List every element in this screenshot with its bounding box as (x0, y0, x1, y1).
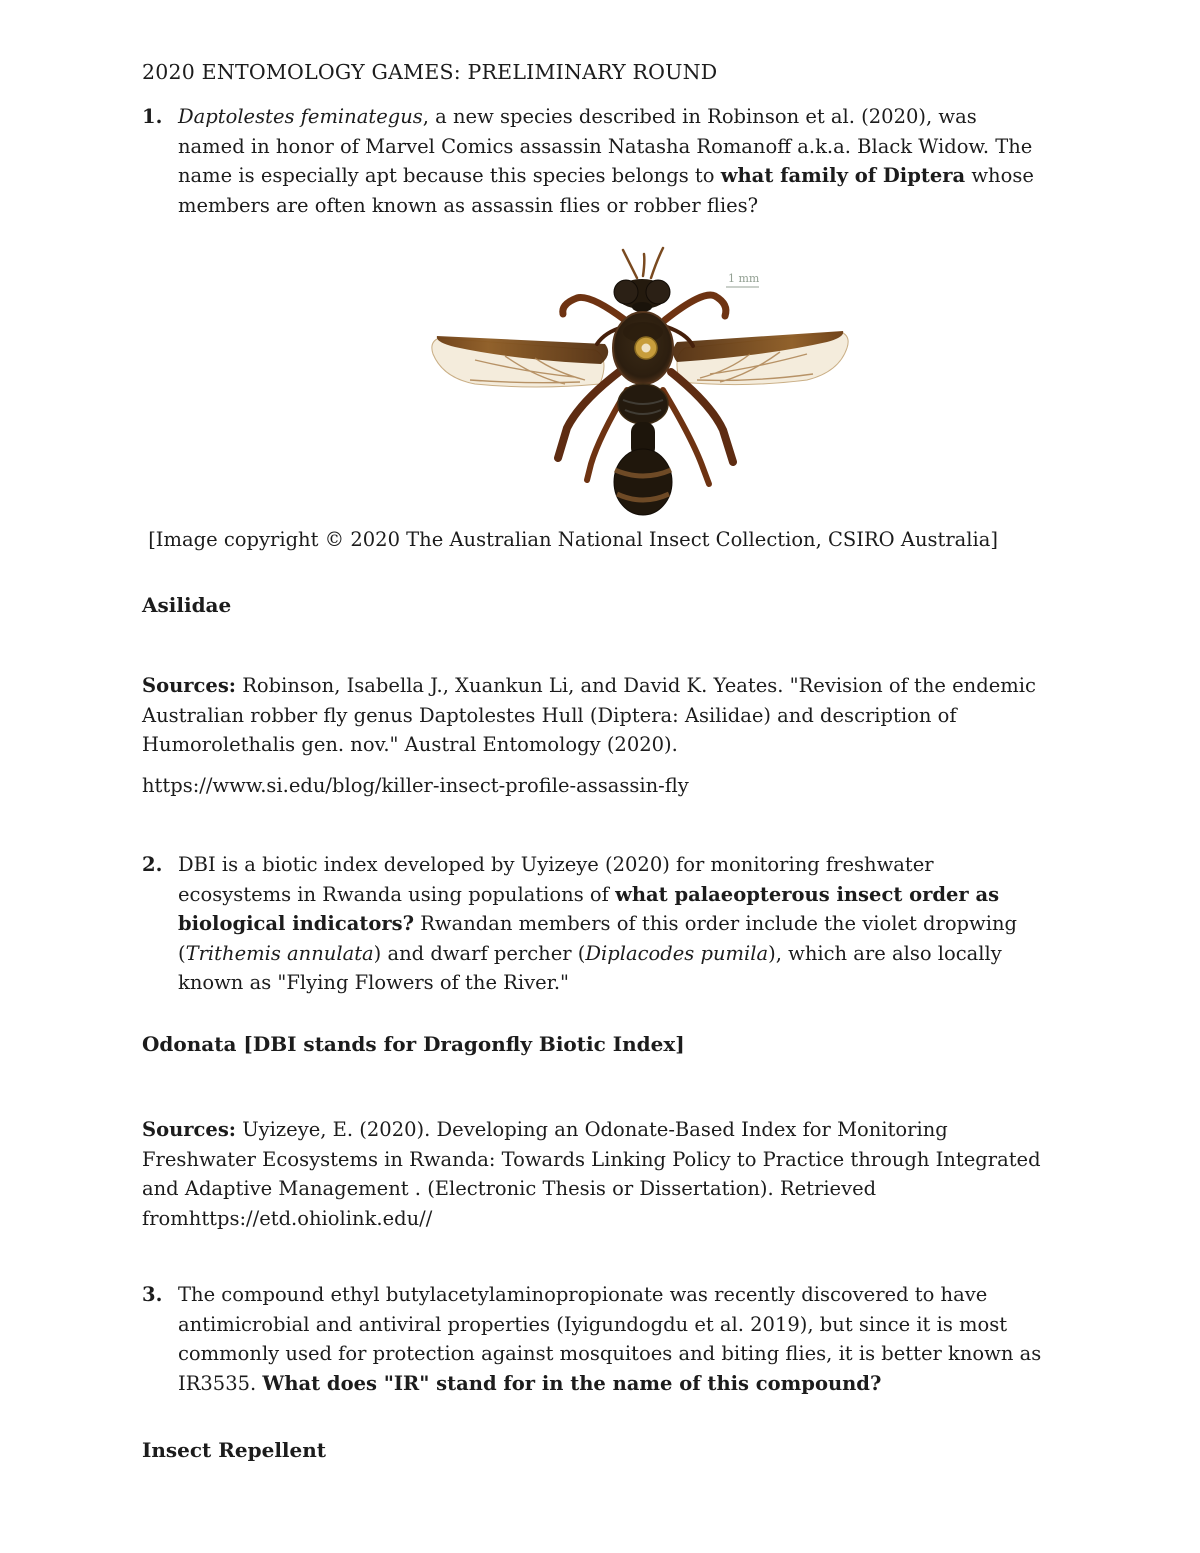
fly-left-wing (432, 336, 608, 387)
question-2-number: 2. (142, 853, 163, 876)
text-run: What does "IR" stand for in the name of this compound? (262, 1371, 882, 1395)
sources-1 (142, 671, 1048, 760)
question-3 (142, 1280, 1048, 1398)
robber-fly-specimen-image (415, 232, 875, 522)
sources-1-label: Sources: (142, 674, 236, 697)
fly-abdomen (614, 384, 672, 515)
question-2 (142, 850, 1048, 998)
answer-2: Odonata [DBI stands for Dragonfly Biotic Index] (142, 1032, 685, 1056)
svg-text:1 mm: 1 mm (728, 272, 760, 285)
answer-3: Insect Repellent (142, 1438, 327, 1462)
sources-2 (142, 1115, 1048, 1233)
text-run: whose members are often known as assassin flies or robber flies? (178, 164, 1034, 217)
text-run: Rwandan members of this order include the violet dropwing ( (178, 912, 1018, 965)
answer-1: Asilidae (142, 593, 232, 617)
text-run: ) and dwarf percher ( (373, 941, 586, 965)
text-run: what palaeopterous insect order as biological indicators? (178, 882, 1000, 935)
text-run: Diplacodes pumila (585, 941, 769, 965)
image-copyright-caption: [Image copyright © 2020 The Australian National Insect Collection, CSIRO Australia] (142, 528, 998, 551)
robber-fly-illustration (415, 232, 875, 522)
question-3-text (178, 1280, 1048, 1398)
question-1-text (178, 102, 1048, 220)
question-1 (142, 102, 1048, 220)
text-run: Daptolestes feminategus (178, 105, 423, 128)
question-1-number: 1. (142, 105, 163, 128)
sources-2-text: Uyizeye, E. (2020). Developing an Odonate-Based Index for Monitoring Freshwater Ecosystems in Rwanda: Towards Linking Policy to Practice through Integrated and Adaptive Management . (Electronic Thesis or Dissertation). Retrieved fromhttps://etd.ohiolink.edu// (142, 1118, 1041, 1230)
page-title: 2020 ENTOMOLOGY GAMES: PRELIMINARY ROUND (142, 60, 718, 84)
sources-1-text: Robinson, Isabella J., Xuankun Li, and David K. Yeates. "Revision of the endemic Australian robber fly genus Daptolestes Hull (Diptera: Asilidae) and description of Humorolethalis gen. nov." Austral Entomology (2020). (142, 674, 1036, 756)
sources-2-label: Sources: (142, 1118, 236, 1141)
scale-bar (726, 272, 760, 287)
text-run: DBI is a biotic index developed by Uyizeye (2020) for monitoring freshwater ecosystems in Rwanda using populations of (178, 853, 934, 906)
specimen-pin (635, 337, 657, 359)
text-run: The compound ethyl butylacetylaminopropionate was recently discovered to have antimicrobial and antiviral properties (Iyigundogdu et al. 2019), but since it is most commonly used for protection against mosquitoes and biting flies, it is better known as IR3535. (178, 1283, 1042, 1395)
fly-right-wing (673, 331, 848, 385)
fly-antennae (623, 248, 663, 278)
question-3-number: 3. (142, 1283, 163, 1306)
fly-head (614, 279, 670, 312)
question-2-text (178, 850, 1048, 998)
text-run: what family of Diptera (720, 164, 966, 187)
sources-1-url: https://www.si.edu/blog/killer-insect-profile-assassin-fly (142, 774, 689, 797)
text-run: ), which are also locally known as "Flying Flowers of the River." (178, 941, 1002, 994)
text-run: Trithemis annulata (185, 941, 374, 965)
text-run: , a new species described in Robinson et al. (2020), was named in honor of Marvel Comics assassin Natasha Romanoff a.k.a. Black Widow. The name is especially apt because this species belongs to (178, 105, 1033, 187)
